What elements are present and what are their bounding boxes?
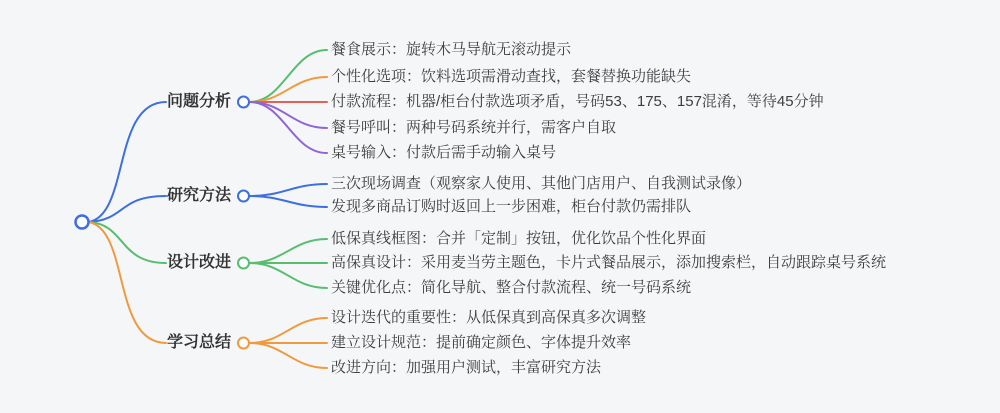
leaf-node[interactable]: 餐食展示：旋转木马导航无滚动提示: [331, 41, 572, 58]
leaf-node[interactable]: 个性化选项：饮料选项需滑动查找，套餐替换功能缺失: [331, 68, 692, 85]
connector-root-branch-4: [89, 222, 167, 343]
leaf-node[interactable]: 发现多商品订购时返回上一步困难，柜台付款仍需排队: [331, 198, 692, 215]
leaf-node[interactable]: 桌号输入：付款后需手动输入桌号: [331, 144, 557, 161]
connector-branch-4-leaf-3: [250, 343, 328, 368]
connector-branch-2-leaf-1: [250, 184, 328, 196]
connector-branch-1-leaf-2: [250, 77, 328, 102]
leaf-node[interactable]: 低保真线框图：合并「定制」按钮，优化饮品个性化界面: [331, 230, 707, 247]
connector-branch-3-leaf-1: [250, 239, 328, 263]
connector-branch-2-leaf-2: [250, 196, 328, 207]
branch-node-problem-analysis[interactable]: 问题分析: [167, 93, 232, 110]
leaf-node[interactable]: 设计迭代的重要性：从低保真到高保真多次调整: [331, 309, 647, 326]
leaf-node[interactable]: 改进方向：加强用户测试，丰富研究方法: [331, 359, 602, 376]
connector-branch-1-leaf-1: [250, 50, 328, 102]
connector-branch-1-leaf-4: [250, 102, 328, 128]
leaf-node[interactable]: 建立设计规范：提前确定颜色、字体提升效率: [331, 334, 632, 351]
branch-node-learning-summary[interactable]: 学习总结: [167, 334, 232, 351]
connector-root-branch-1: [89, 102, 167, 222]
leaf-node[interactable]: 餐号呼叫：两种号码系统并行，需客户自取: [331, 119, 617, 136]
branch-3-node-circle[interactable]: [238, 258, 249, 269]
connector-branch-4-leaf-1: [250, 318, 328, 343]
connector-branch-3-leaf-3: [250, 263, 328, 288]
root-node-circle[interactable]: [76, 216, 89, 229]
branch-node-design-improvement[interactable]: 设计改进: [167, 254, 232, 271]
branch-node-research-methods[interactable]: 研究方法: [167, 187, 232, 204]
leaf-node[interactable]: 关键优化点：简化导航、整合付款流程、统一号码系统: [331, 279, 692, 296]
branch-1-node-circle[interactable]: [238, 97, 249, 108]
branch-4-node-circle[interactable]: [238, 338, 249, 349]
leaf-node[interactable]: 三次现场调查（观察家人使用、其他门店用户、自我测试录像）: [331, 175, 752, 192]
leaf-node[interactable]: 高保真设计：采用麦当劳主题色，卡片式餐品展示，添加搜索栏，自动跟踪桌号系统: [331, 254, 887, 271]
branch-2-node-circle[interactable]: [238, 191, 249, 202]
connector-root-branch-2: [89, 196, 167, 222]
leaf-node[interactable]: 付款流程：机器/柜台付款选项矛盾，号码53、175、157混淆，等待45分钟: [331, 93, 824, 110]
